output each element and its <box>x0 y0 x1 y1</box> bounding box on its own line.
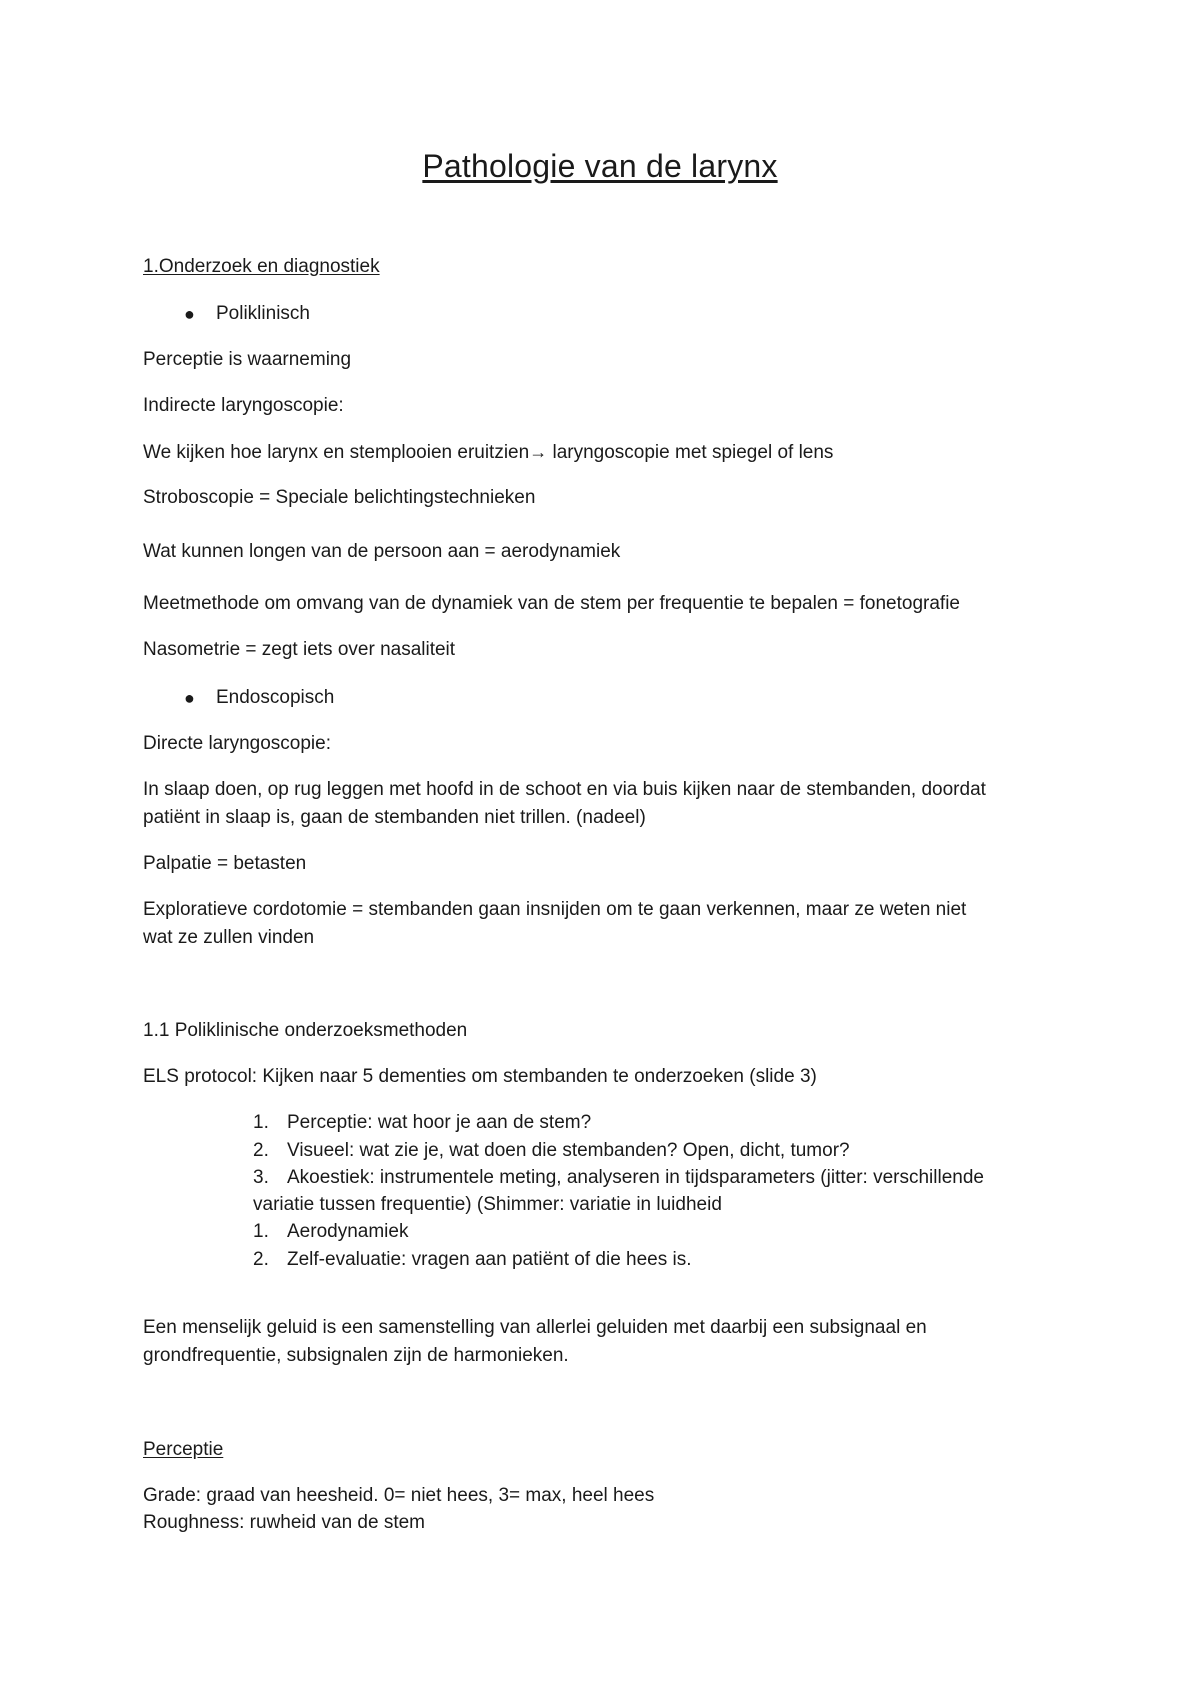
text-line <box>143 438 833 467</box>
list-item: Visueel: wat zie je, wat doen die stembanden? Open, dicht, tumor? <box>287 1140 850 1161</box>
paragraph-line: grondfrequentie, subsignalen zijn de harmonieken. <box>143 1345 569 1366</box>
bullet-text: Poliklinisch <box>216 303 310 324</box>
subsection-heading: 1.1 Poliklinische onderzoeksmethoden <box>143 1020 468 1041</box>
page-title: Pathologie van de larynx <box>422 148 778 184</box>
text-line: wat ze zullen vinden <box>143 927 315 948</box>
section-heading: Perceptie <box>143 1439 224 1460</box>
list-item: Akoestiek: instrumentele meting, analyseren in tijdsparameters (jitter: verschillende <box>287 1167 984 1188</box>
text-line: Grade: graad van heesheid. 0= niet hees, 3= max, heel hees <box>143 1485 655 1506</box>
text-line: Palpatie = betasten <box>143 853 307 874</box>
text-line: ELS protocol: Kijken naar 5 dementies om stembanden te onderzoeken (slide 3) <box>143 1066 817 1087</box>
text-line: Stroboscopie = Speciale belichtingstechnieken <box>143 487 536 508</box>
text-line: Perceptie is waarneming <box>143 349 352 370</box>
text-fragment: We kijken hoe larynx en stemplooien eruitzien <box>143 442 530 463</box>
list-number: 2. <box>253 1140 269 1161</box>
text-line: patiënt in slaap is, gaan de stembanden niet trillen. (nadeel) <box>143 807 646 828</box>
list-item: Perceptie: wat hoor je aan de stem? <box>287 1112 592 1133</box>
text-line: Exploratieve cordotomie = stembanden gaan insnijden om te gaan verkennen, maar ze weten niet <box>143 899 967 920</box>
text-line: Roughness: ruwheid van de stem <box>143 1512 425 1533</box>
bullet-icon: ● <box>184 304 195 324</box>
bullet-icon: ● <box>184 688 195 708</box>
list-number: 1. <box>253 1112 269 1133</box>
list-number: 3. <box>253 1167 269 1188</box>
list-item: Aerodynamiek <box>287 1221 409 1242</box>
list-number: 2. <box>253 1249 269 1270</box>
section-heading: 1.Onderzoek en diagnostiek <box>143 256 380 277</box>
arrow-right-icon: → <box>529 442 548 462</box>
text-line: Directe laryngoscopie: <box>143 733 331 754</box>
text-line: Meetmethode om omvang van de dynamiek van de stem per frequentie te bepalen = fonetografie <box>143 593 960 614</box>
text-fragment: laryngoscopie met spiegel of lens <box>552 442 834 463</box>
text-line: Nasometrie = zegt iets over nasaliteit <box>143 639 456 660</box>
text-line: In slaap doen, op rug leggen met hoofd in de schoot en via buis kijken naar de stembanden, doordat <box>143 779 986 800</box>
list-number: 1. <box>253 1221 269 1242</box>
text-line: Wat kunnen longen van de persoon aan = aerodynamiek <box>143 541 621 562</box>
list-item-continuation: variatie tussen frequentie) (Shimmer: variatie in luidheid <box>253 1194 722 1215</box>
list-item: Zelf-evaluatie: vragen aan patiënt of die hees is. <box>287 1249 692 1270</box>
text-line: Indirecte laryngoscopie: <box>143 395 344 416</box>
paragraph-line: Een menselijk geluid is een samenstelling van allerlei geluiden met daarbij een subsignaal en <box>143 1317 927 1338</box>
bullet-text: Endoscopisch <box>216 687 335 708</box>
